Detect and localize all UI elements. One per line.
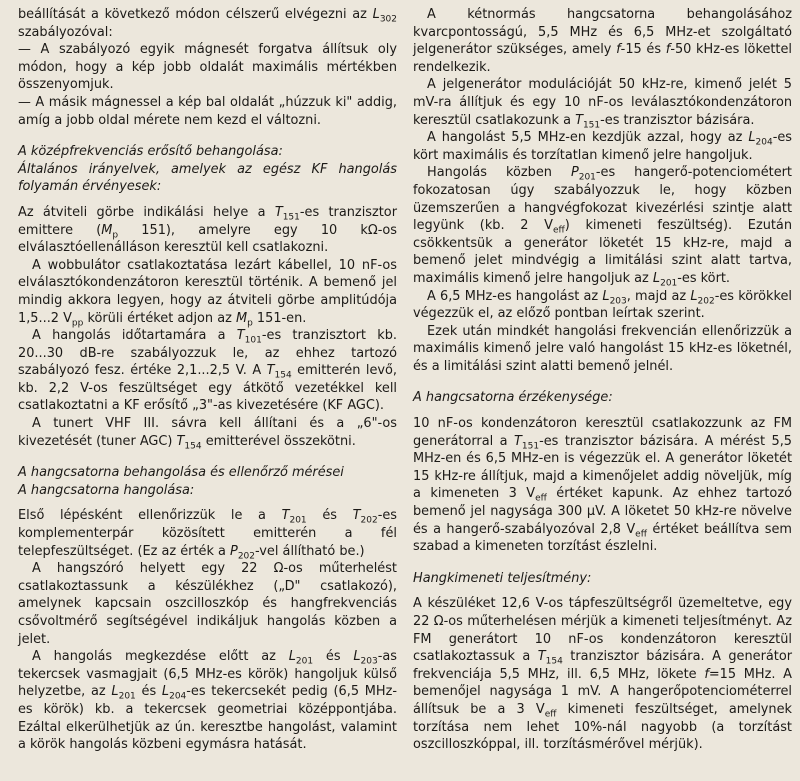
body-paragraph: A hangolás megkezdése előtt az $L_{201}$ és $L_{203}-as$ tekercsek vasmagjait (6,5 MHz-es körök) hangoljuk külső helyzetbe, az $L_{201}$ és $L_{204}-es$ tekercsekét pedig (6,5 MHz-es körök) kb. a tekercsek geometriai középpontjába. Ezáltal elkerülhetjük az ún. keresztbe hangolást, valamint a körök hangolás közbeni egymásra hatását. (18, 649, 398, 753)
body-paragraph: A tunert VHF III. sávra kell állítani és a „6"-os kivezetését (tuner AGC) $T_{154}$ emitterével összekötni. (18, 416, 397, 452)
body-paragraph: Ezek után mindkét hangolási frekvencián ellenőrizzük a maximális kimenő jelre való hangolást 15 kHz-es löketnél, és a limitálási szint alatti bemenő jelnél. (413, 323, 792, 374)
left-column (18, 6, 397, 781)
paragraph-spacer (413, 375, 792, 389)
body-paragraph: A készüléket 12,6 V-os tápfeszültségről üzemeltetve, egy 22 Ω-os műterhelésen mérjük a kimeneti teljesítményt. Az FM generátort 10 nF-os kondenzátoron keresztül csatlakoztassuk a $T_{154}$ tranzisztor bázisára. A generátor frekvenciája 5,5 MHz, ill. 6,5 MHz, lökete f=15 MHz. A bemenőjel nagysága 1 mV. A hangerőpotenciométerrel állítsuk be a 3 $V_{eff}$ kimeneti feszültséget, amelynek torzítása nem lehet 10%-nál nagyobb (a torzítást oszcilloszkóppal, ill. torzításmérővel mérjük). (413, 596, 793, 753)
body-paragraph: Első lépésként ellenőrizzük le a $T_{201}$ és $T_{202}-es$ komplementerpár közösített emitterén a fél telepfeszültséget. (Ez az érték a $P_{202}$-vel állítható be.) (18, 508, 397, 562)
paragraph-spacer (18, 129, 397, 143)
body-paragraph: Hangolás közben $P_{201}-es$ hangerő-potenciométert fokozatosan úgy szabályozzuk le, hogy közben üzemszerűen a hangvégfokozat kivezérlési szintje alatt legyünk (kb. 2 $V_{eff}$) kimeneti feszültség). Ezután csökkentsük a generátor löketét 15 kHz-re, majd a bemenő jelet mindvégig a limitálási szint alatt tartva, maximális kimenő jelre hangoljuk az $L_{201}-es$ kört. (413, 165, 793, 289)
section-heading: A hangcsatorna érzékenysége: (413, 390, 613, 406)
section-heading: A hangcsatorna behangolása és ellenőrző mérései (18, 465, 344, 481)
paragraph-spacer (413, 587, 792, 595)
paragraph-spacer (18, 196, 397, 204)
body-paragraph: — A szabályozó egyik mágnesét forgatva állítsuk oly módon, hogy a kép jobb oldalát maximális mértékben összenyomjuk. (18, 42, 397, 93)
body-paragraph: A hangszóró helyett egy 22 Ω-os műterhelést csatlakoztassunk a készülékhez („D" csatlakozó), amelynek kapcsain oszcilloszkóp és hangfrekvenciás csővoltmérő segítségével indikáljuk hangolás közben a jelet. (18, 561, 397, 647)
section-heading: Hangkimeneti teljesítmény: (413, 570, 592, 586)
body-paragraph: A kétnormás hangcsatorna behangolásához kvarcpontosságú, 5,5 MHz és 6,5 MHz-et szolgáltató jelgenerátor szükséges, amely f-15 és f-50 kHz-es lökettel rendelkezik. (413, 7, 793, 75)
section-heading: A hangcsatorna hangolása: (18, 482, 195, 498)
paragraph-spacer (413, 556, 792, 570)
body-paragraph: Az átviteli görbe indikálási helye a $T_{151}-es$ tranzisztor emittere ($M_p$ 151), amelyre egy 10 kΩ-os elválasztóellenálláson keresztül kell csatlakozni. (18, 204, 397, 256)
right-column (413, 6, 792, 781)
paragraph-spacer (18, 499, 397, 507)
body-paragraph: A 6,5 MHz-es hangolást az $L_{203}$, majd az $L_{202}-es$ körökkel végezzük el, az előző pontban leírtak szerint. (413, 288, 792, 322)
section-heading: Általános irányelvek, amelyek az egész KF hangolás folyamán érvényesek: (18, 161, 397, 195)
section-heading: A középfrekvenciás erősítő behangolása: (18, 144, 283, 160)
body-paragraph: 10 nF-os kondenzátoron keresztül csatlakozzunk az FM generátorral a $T_{151}-es$ tranzisztor bázisára. A mérést 5,5 MHz-en és 6,5 MHz-en is végezzük el. A generátor löketét 15 kHz-re állítjuk, majd a kimenőjelet addig növeljük, míg a kimeneten 3 $V_{eff}$ értéket kapunk. Az ehhez tartozó bemenő jel nagysága 300 µV. A löketet 50 kHz-re növelve és a hangerő-szabályozóval 2,8 $V_{eff}$ értéket beállítva sem szabad a kimeneten torzítást észlelni. (413, 416, 792, 555)
body-paragraph: A wobbulátor csatlakoztatása lezárt kábellel, 10 nF-os elválasztókondenzátoron keresztül történik. A bemenő jel mindig akkora legyen, hogy az átviteli görbe amplitúdója 1,5...2 $V_{pp}$ körüli értéket adjon az $M_p$ 151-en. (18, 257, 397, 329)
body-paragraph: beállítását a következő módon célszerű elvégezni az $L_{302}$ szabályozóval: (18, 7, 397, 40)
paragraph-spacer (18, 450, 397, 464)
body-paragraph: A jelgenerátor modulációját 50 kHz-re, kimenő jelét 5 mV-ra állítjuk és egy 10 nF-os leválasztókondenzátoron keresztül csatlakozunk a $T_{151}-es$ tranzisztor bázisára. (413, 77, 792, 131)
body-paragraph: A hangolást 5,5 MHz-en kezdjük azzal, hogy az $L_{204}-es$ kört maximális és torzítatlan kimenő jelre hangoljuk. (413, 130, 792, 163)
body-paragraph: A hangolás időtartamára a $T_{101}-es$ tranzisztort kb. 20...30 dB-re szabályozzuk le, az ehhez tartozó szabályozó fesz. értéke 2,1...2,5 V. A $T_{154}$ emitterén levő, kb. 2,2 V-os feszültséget egy átkötő vezetékkel kell csatlakoztatni a KF erősítő „3"-as kivezetésére (KF AGC). (18, 328, 398, 414)
paragraph-spacer (413, 407, 792, 415)
body-paragraph: — A másik mágnessel a kép bal oldalát „húzzuk ki" addig, amíg a jobb oldal mérete nem kezd el változni. (18, 94, 397, 128)
